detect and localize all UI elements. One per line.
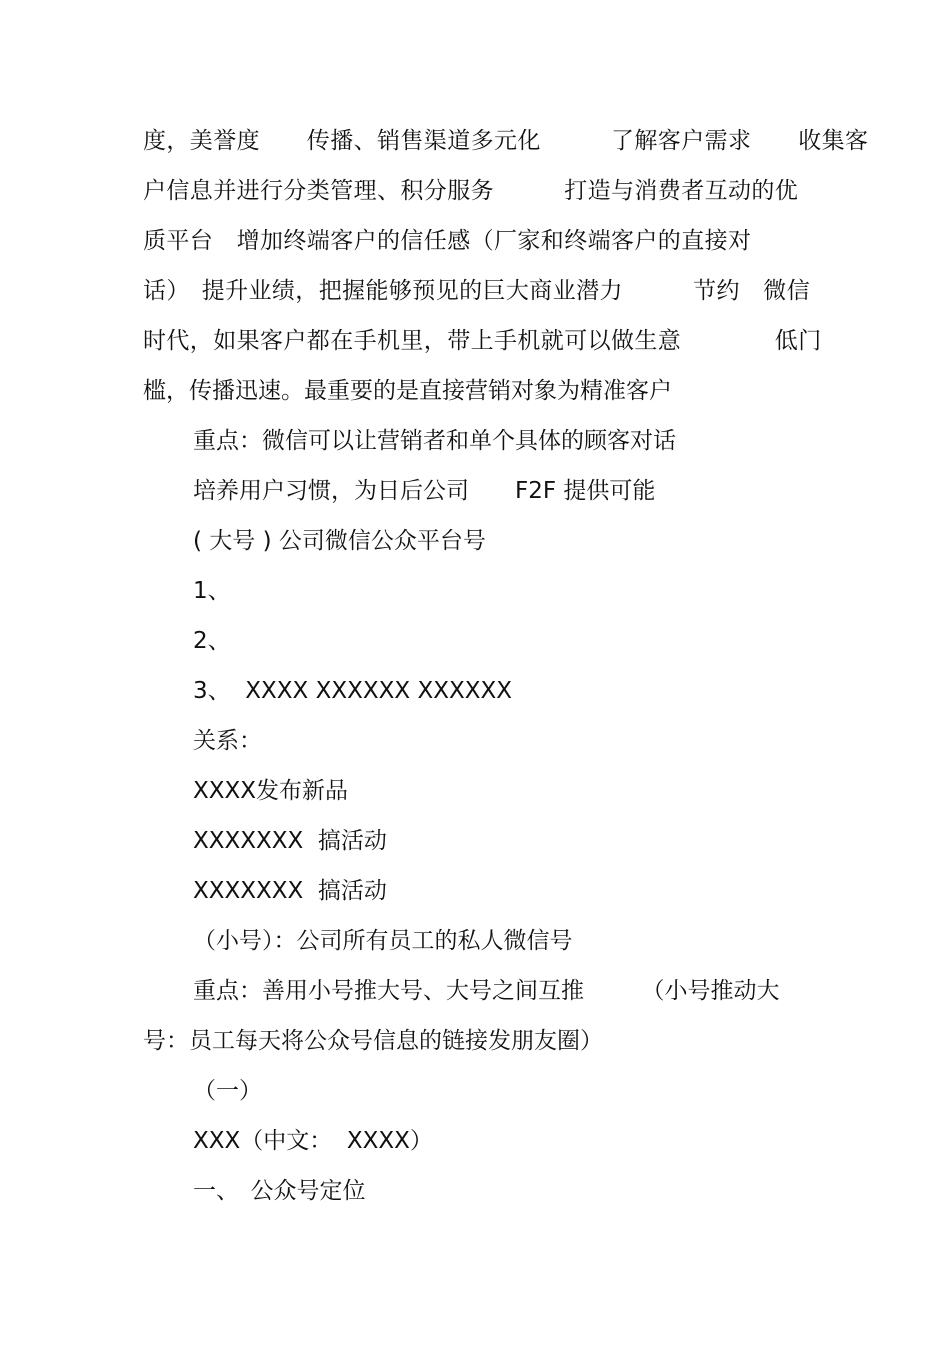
key-point-line: 重点：微信可以让营销者和单个具体的顾客对话 — [193, 428, 676, 454]
relation-item-3: XXXXXXX 搞活动 — [193, 878, 387, 904]
paragraph-line-1: 度，美誉度 传播、销售渠道多元化 了解客户需求 收集客 — [143, 128, 869, 154]
key-point-2-continuation: 号：员工每天将公众号信息的链接发朋友圈） — [143, 1028, 603, 1054]
paragraph-line-5: 时代，如果客户都在手机里，带上手机就可以做生意 低门 — [143, 328, 822, 354]
list-item-2: 2、 — [193, 628, 231, 654]
section-one-marker: （一） — [193, 1078, 262, 1104]
list-item-1: 1、 — [193, 578, 231, 604]
relation-item-2: XXXXXXX 搞活动 — [193, 828, 387, 854]
name-line: XXX（中文： XXXX） — [193, 1128, 433, 1154]
small-account-line: （小号）：公司所有员工的私人微信号 — [193, 928, 573, 954]
paragraph-line-6: 槛，传播迅速。最重要的是直接营销对象为精准客户 — [143, 378, 672, 404]
paragraph-line-4: 话） 提升业绩，把握能够预见的巨大商业潜力 节约 微信 — [143, 278, 811, 304]
relation-item-1: XXXX发布新品 — [193, 778, 349, 804]
paragraph-line-2: 户信息并进行分类管理、积分服务 打造与消费者互动的优 — [143, 178, 799, 204]
relation-label: 关系： — [193, 728, 262, 754]
paragraph-line-3: 质平台 增加终端客户的信任感（厂家和终端客户的直接对 — [143, 228, 752, 254]
main-account-heading: ( 大号 ) 公司微信公众平台号 — [193, 528, 486, 554]
key-point-2-line: 重点：善用小号推大号、大号之间互推 （小号推动大 — [193, 978, 780, 1004]
positioning-heading: 一、 公众号定位 — [193, 1178, 366, 1204]
habit-line: 培养用户习惯，为日后公司 F2F 提供可能 — [193, 478, 656, 504]
list-item-3: 3、 XXXX XXXXXX XXXXXX — [193, 678, 512, 704]
